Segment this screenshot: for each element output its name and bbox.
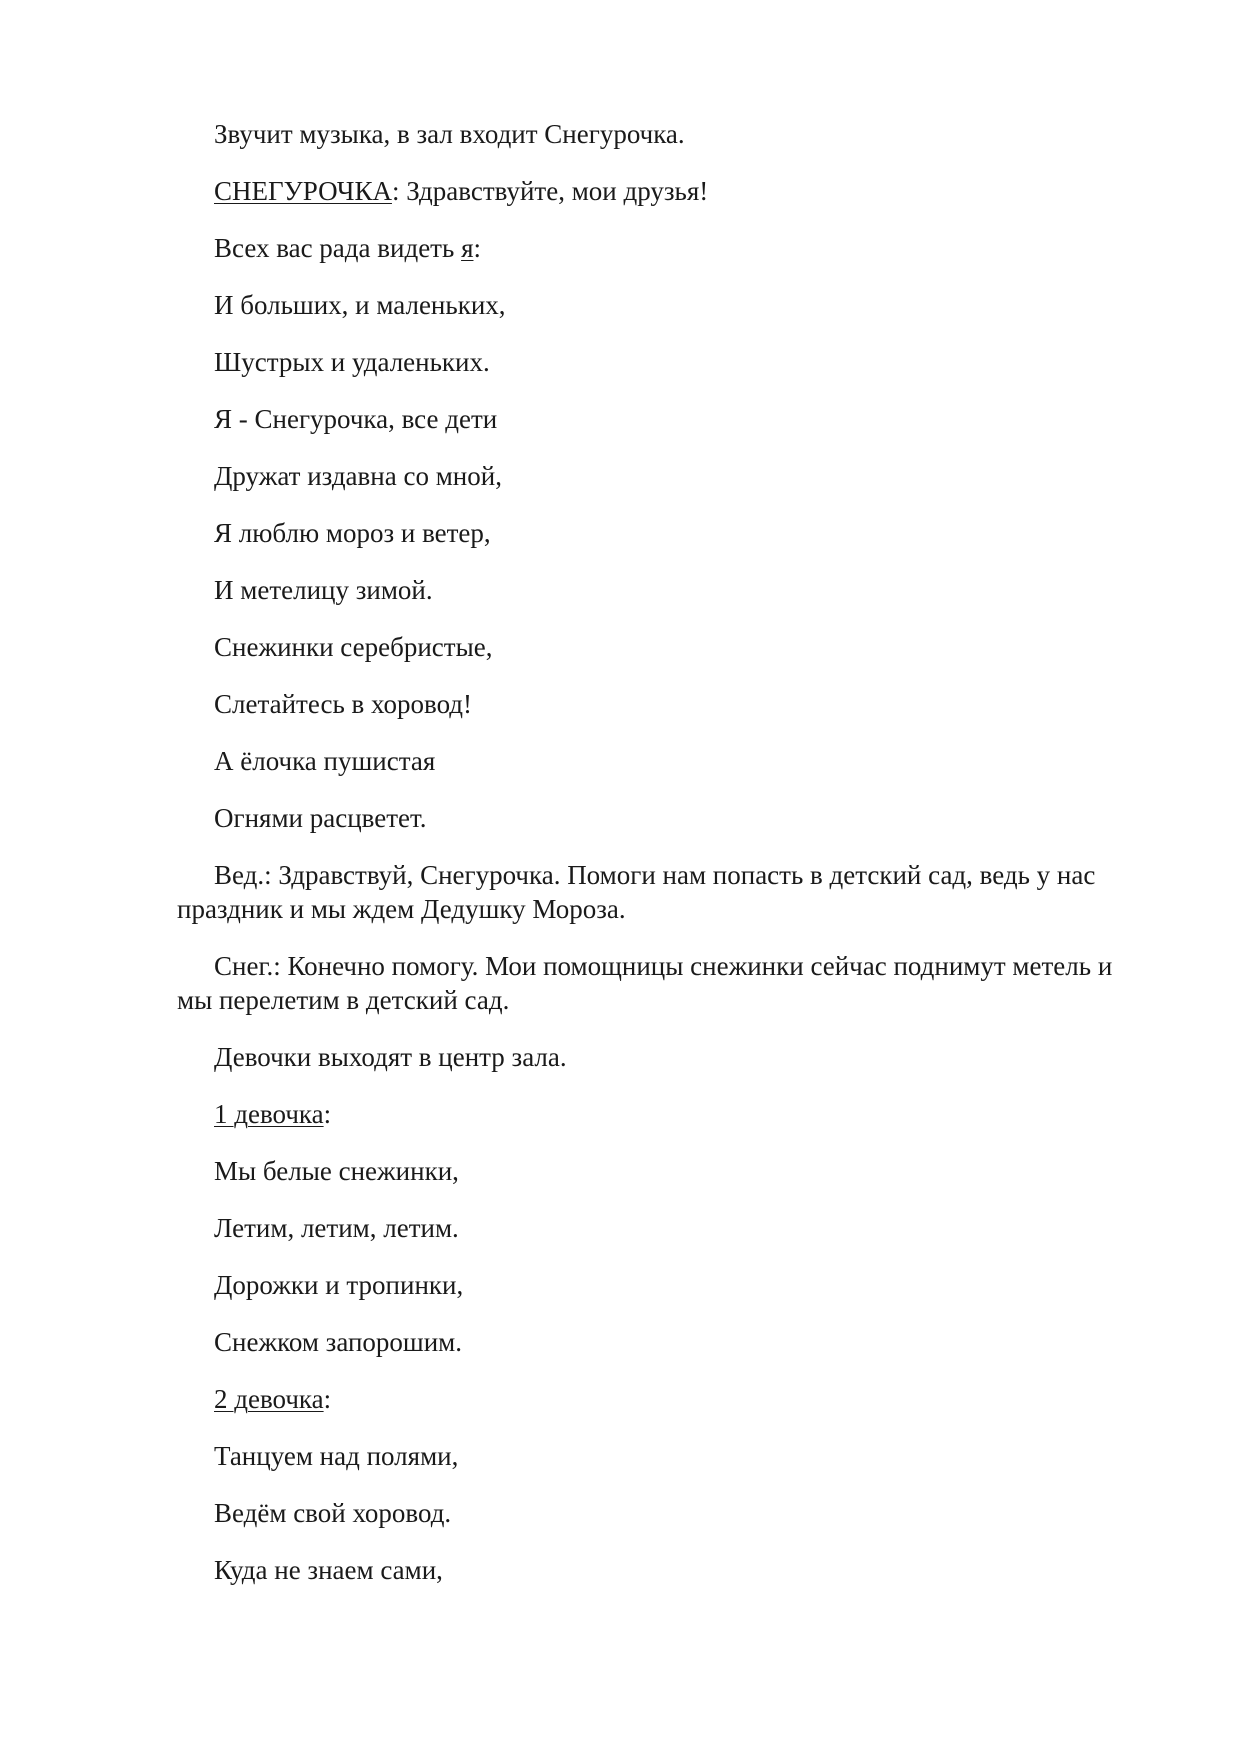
stage-direction: Девочки выходят в центр зала.	[214, 1042, 567, 1072]
underlined-word: я	[461, 233, 474, 263]
document-body	[177, 117, 1132, 1610]
verse-line: А ёлочка пушистая	[214, 746, 436, 776]
speaker-colon: :	[323, 1384, 332, 1414]
verse-line: Куда не знаем сами,	[214, 1555, 443, 1585]
dialogue-paragraph: Вед.: Здравствуй, Снегурочка. Помоги нам попасть в детский сад, ведь у нас праздник и мы ждем Дедушку Мороза.	[177, 860, 1096, 924]
speaker-line	[177, 1382, 1132, 1416]
speaker-colon: :	[323, 1099, 332, 1129]
verse-line	[177, 231, 1132, 265]
verse-line: Танцуем над полями,	[214, 1441, 459, 1471]
verse-text: Всех вас рада видеть	[214, 233, 462, 263]
verse-text-end: :	[473, 233, 481, 263]
verse-line: Огнями расцветет.	[214, 803, 427, 833]
speaker-line	[177, 1097, 1132, 1131]
speaker-name: 1 девочка	[214, 1099, 324, 1129]
verse-line: Я люблю мороз и ветер,	[214, 518, 491, 548]
verse-line: Мы белые снежинки,	[214, 1156, 459, 1186]
verse-line: Шустрых и удаленьких.	[214, 347, 490, 377]
verse-line: И метелицу зимой.	[214, 575, 433, 605]
verse-line: Дружат издавна со мной,	[214, 461, 502, 491]
speaker-name: СНЕГУРОЧКА	[214, 176, 392, 206]
verse-line: Летим, летим, летим.	[214, 1213, 459, 1243]
stage-direction: Звучит музыка, в зал входит Снегурочка.	[214, 119, 685, 149]
verse-line: И больших, и маленьких,	[214, 290, 506, 320]
verse-line: Слетайтесь в хоровод!	[214, 689, 473, 719]
dialogue-paragraph: Снег.: Конечно помогу. Мои помощницы снежинки сейчас поднимут метель и мы перелетим в детский сад.	[177, 951, 1113, 1015]
verse-line: Я - Снегурочка, все дети	[214, 404, 498, 434]
verse-line: Снежинки серебристые,	[214, 632, 493, 662]
verse-line: Дорожки и тропинки,	[214, 1270, 464, 1300]
speaker-line	[177, 174, 1132, 208]
speaker-name: 2 девочка	[214, 1384, 324, 1414]
verse-line: Ведём свой хоровод.	[214, 1498, 452, 1528]
verse-line: Снежком запорошим.	[214, 1327, 462, 1357]
speaker-text: : Здравствуйте, мои друзья!	[391, 176, 709, 206]
